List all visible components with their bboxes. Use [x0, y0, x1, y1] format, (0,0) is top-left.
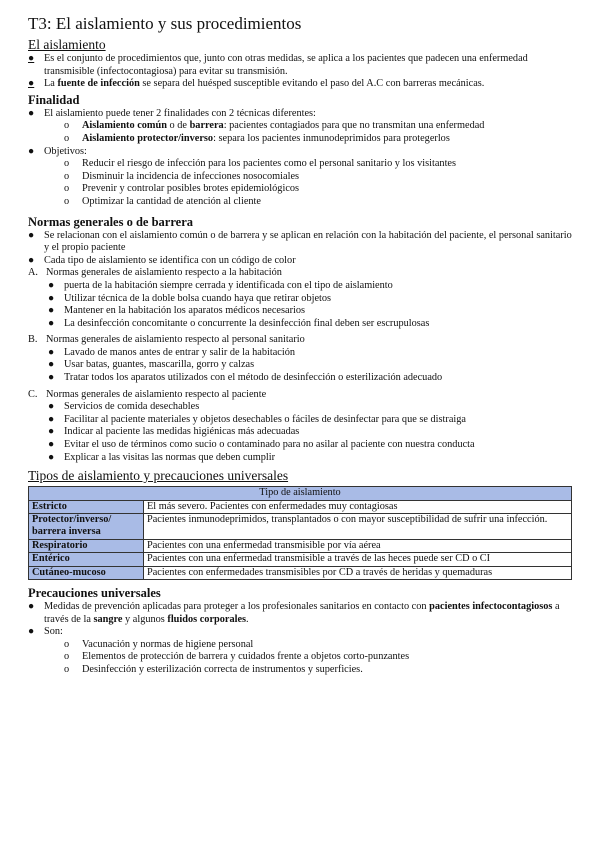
- circle-bullet-icon: o: [64, 183, 70, 195]
- list-item: ● Medidas de prevención aplicadas para proteger a los profesionales sanitarios en contacto con pacientes infectocontagiosos a través de la sangre y algunos fluidos corporales.: [28, 601, 560, 625]
- list-item: o Reducir el riesgo de infección para los pacientes como el personal sanitario y los visitantes: [64, 158, 457, 170]
- list-item: ● Objetivos:: [28, 145, 87, 157]
- bullet-icon: ●: [48, 292, 55, 304]
- bullet-icon: ●: [28, 107, 35, 119]
- table-header: Tipo de aislamiento: [29, 487, 572, 500]
- list-item: ● Evitar el uso de términos como sucio o contaminado para no asilar al paciente con nuestra conducta: [48, 439, 475, 451]
- table-row: Estricto El más severo. Pacientes con enfermedades muy contagiosas: [29, 500, 572, 513]
- circle-bullet-icon: o: [64, 651, 70, 663]
- list-item: ● La fuente de infección se separa del huésped susceptible evitando el paso del A.C con barreras mecánicas.: [28, 78, 485, 90]
- list-item: ● Indicar al paciente las medidas higiénicas más adecuadas: [48, 426, 300, 438]
- list-item: o Aislamiento común o de barrera: pacientes contagiados para que no transmitan una enfermedad: [64, 120, 485, 132]
- section-heading-tipos: Tipos de aislamiento y precauciones universales: [28, 468, 289, 484]
- list-item: ● La desinfección concomitante o concurrente la desinfección final deben ser escrupulosas: [48, 317, 430, 329]
- section-heading-precauciones: Precauciones universales: [28, 586, 161, 601]
- section-heading-aislamiento: El aislamiento: [28, 37, 106, 52]
- list-item: o Desinfección y esterilización correcta de instrumentos y superficies.: [64, 664, 363, 676]
- circle-bullet-icon: o: [64, 638, 70, 650]
- bullet-icon: ●: [48, 413, 55, 425]
- list-item: o Aislamiento protector/inverso: separa los pacientes inmunodeprimidos para protegerlos: [64, 132, 450, 144]
- bullet-icon: ●: [28, 53, 35, 64]
- list-item: ● Mantener en la habitación los aparatos médicos necesarios: [48, 305, 306, 317]
- list-item: ● Servicios de comida desechables: [48, 401, 200, 413]
- bullet-icon: ●: [48, 439, 55, 451]
- list-item: ● Tratar todos los aparatos utilizados con el método de desinfección o esterilización adecuado: [48, 372, 443, 384]
- circle-bullet-icon: o: [64, 132, 70, 144]
- list-item: ● Explicar a las visitas las normas que deben cumplir: [48, 451, 276, 463]
- circle-bullet-icon: o: [64, 664, 70, 676]
- bullet-icon: ●: [48, 346, 55, 358]
- bullet-icon: ●: [28, 626, 35, 638]
- section-heading-finalidad: Finalidad: [28, 92, 80, 107]
- circle-bullet-icon: o: [64, 120, 70, 132]
- bullet-icon: ●: [48, 451, 55, 463]
- normas-group-b-title: B. Normas generales de aislamiento respecto al personal sanitario: [28, 334, 305, 346]
- objetivos-list: [28, 158, 574, 208]
- bullet-icon: ●: [48, 305, 55, 317]
- bullet-icon: ●: [28, 78, 35, 90]
- circle-bullet-icon: o: [64, 195, 70, 207]
- table-row: Respiratorio Pacientes con una enfermedad transmisible por vía aérea: [29, 539, 572, 552]
- table-row: Entérico Pacientes con una enfermedad transmisible a través de las heces puede ser CD o CI: [29, 553, 572, 566]
- list-item: o Prevenir y controlar posibles brotes epidemiológicos: [64, 183, 300, 195]
- bullet-icon: ●: [48, 372, 55, 384]
- list-item: o Elementos de protección de barrera y cuidados frente a objetos corto-punzantes: [64, 651, 410, 663]
- list-item: ● Lavado de manos antes de entrar y salir de la habitación: [48, 346, 296, 358]
- circle-bullet-icon: o: [64, 170, 70, 182]
- list-item: ● Cada tipo de aislamiento se identifica con un código de color: [28, 254, 296, 266]
- list-item: ● Utilizar técnica de la doble bolsa cuando haya que retirar objetos: [48, 292, 332, 304]
- table-header-row: [29, 487, 572, 500]
- page-title: T3: El aislamiento y sus procedimientos: [28, 14, 302, 33]
- list-item: o Optimizar la cantidad de atención al cliente: [64, 195, 261, 207]
- table-row: Cutáneo-mucoso Pacientes con enfermedades transmisibles por CD a través de heridas y quemaduras: [29, 566, 572, 579]
- list-item: ● Se relacionan con el aislamiento común o de barrera y se aplican en relación con la habitación del paciente, el personal sanitario y el propio paciente: [28, 229, 572, 254]
- bullet-icon: ●: [48, 317, 55, 329]
- list-item: o Vacunación y normas de higiene personal: [64, 638, 254, 650]
- table-row: Protector/inverso/ barrera inversa Pacientes inmunodeprimidos, transplantados o con mayor susceptibilidad de sufrir una infección.: [29, 514, 572, 540]
- section-heading-normas: Normas generales o de barrera: [28, 214, 194, 229]
- bullet-icon: ●: [48, 401, 55, 413]
- bullet-icon: ●: [48, 279, 55, 291]
- circle-bullet-icon: o: [64, 158, 70, 170]
- bullet-icon: ●: [28, 145, 35, 157]
- bullet-icon: ●: [28, 229, 35, 241]
- list-item: ● El aislamiento puede tener 2 finalidades con 2 técnicas diferentes:: [28, 107, 316, 119]
- list-item: ● Es el conjunto de procedimientos que, junto con otras medidas, se aplica a los pacientes que padecen una enfermedad transmisible (infectocontagiosa) para evitar su transmisión.: [28, 53, 528, 77]
- isolation-types-table: [28, 486, 572, 580]
- list-item: o Disminuir la incidencia de infecciones nosocomiales: [64, 170, 300, 182]
- bullet-icon: ●: [48, 359, 55, 371]
- bullet-icon: ●: [28, 254, 35, 266]
- bullet-icon: ●: [28, 601, 35, 613]
- normas-group-c-title: C. Normas generales de aislamiento respecto al paciente: [28, 388, 267, 400]
- list-item: ● Son:: [28, 626, 63, 638]
- list-item: ● puerta de la habitación siempre cerrada y identificada con el tipo de aislamiento: [48, 279, 393, 291]
- normas-group-a-title: A. Normas generales de aislamiento respecto a la habitación: [28, 267, 282, 279]
- list-item: ● Usar batas, guantes, mascarilla, gorro y calzas: [48, 359, 255, 371]
- bullet-icon: ●: [48, 426, 55, 438]
- list-item: ● Facilitar al paciente materiales y objetos desechables o fáciles de desinfectar para que se distraiga: [48, 413, 466, 425]
